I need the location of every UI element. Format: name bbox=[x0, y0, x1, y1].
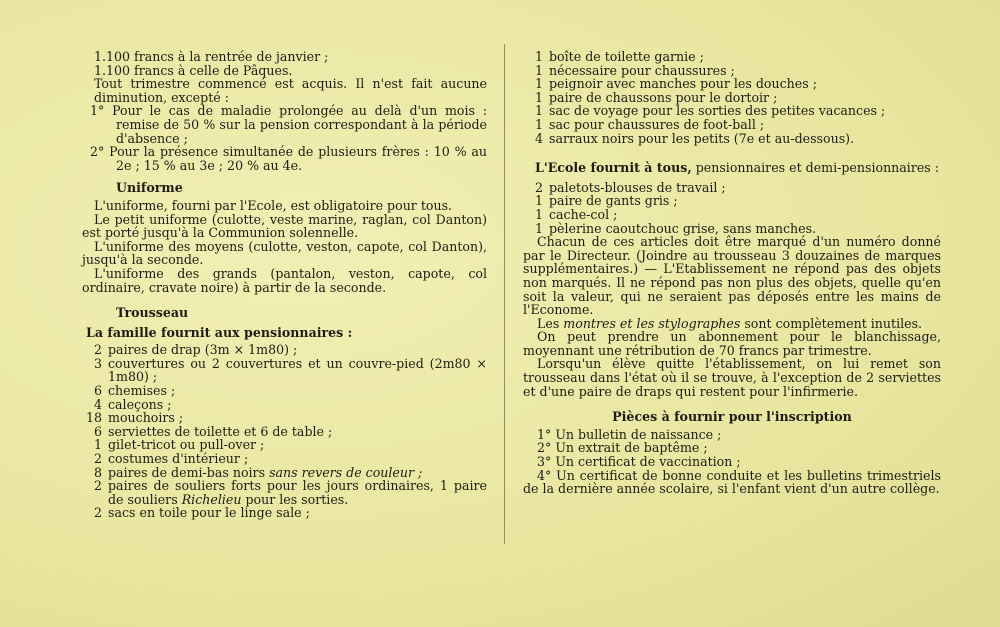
paragraph-marquage: Chacun de ces articles doit être marqué d'un numéro donné par le Directeur. (Joindre au trousseau 3 douzaines de marques supplémentaires.) — L'Etablissement ne répond pas des objets non marqués. Il ne répond pas non plus des objets, quelle qu'en soit la valeur, qui ne seraient pas déposés entre les mains de l'Econome. bbox=[523, 234, 941, 318]
list-item: 1 nécessaire pour chaussures ; bbox=[534, 62, 735, 78]
paragraph-blanchissage: On peut prendre un abonnement pour le blanchissage, moyennant une rétribution de 70 francs par trimestre. bbox=[523, 329, 941, 358]
list-item: 1 paire de chaussons pour le dortoir ; bbox=[534, 89, 778, 105]
column-divider bbox=[504, 44, 505, 544]
heading-famille: La famille fournit aux pensionnaires : bbox=[86, 324, 353, 340]
right-list bbox=[523, 50, 941, 145]
list-item: 2 paires de drap (3m × 1m80) ; bbox=[93, 342, 298, 358]
heading-trousseau: Trousseau bbox=[116, 305, 189, 321]
list-item: 1 sac de voyage pour les sorties des petites vacances ; bbox=[534, 103, 886, 119]
list-item: 1 pèlerine caoutchouc grise, sans manches. bbox=[534, 220, 817, 236]
right-column bbox=[523, 50, 941, 496]
list-item: 1 paire de gants gris ; bbox=[534, 193, 678, 209]
heading-uniforme: Uniforme bbox=[116, 180, 183, 196]
paragraph-ecole: L'Ecole fournit à tous, pensionnaires et demi-pensionnaires : bbox=[535, 160, 940, 176]
ecole-list bbox=[523, 181, 941, 235]
pieces-list bbox=[523, 428, 941, 496]
list-item: 4 caleçons ; bbox=[93, 396, 172, 412]
paragraph-uniforme-4: L'uniforme des grands (pantalon, veston, capote, col ordinaire, cravate noire) à partir de la seconde. bbox=[82, 265, 487, 295]
paragraph-montres: Les montres et les stylographes sont complètement inutiles. bbox=[537, 315, 923, 331]
list-item: 6 serviettes de toilette et 6 de table ; bbox=[93, 423, 333, 439]
list-item: 18 mouchoirs ; bbox=[85, 410, 184, 426]
pieces-item: 1° Un bulletin de naissance ; bbox=[537, 426, 722, 442]
paragraph-uniforme-3: L'uniforme des moyens (culotte, veston, capote, col Danton), jusqu'à la seconde. bbox=[82, 238, 487, 268]
left-column bbox=[82, 50, 487, 520]
paragraph-janvier: 1.100 francs à la rentrée de janvier ; bbox=[94, 49, 329, 64]
list-item: 2 paletots-blouses de travail ; bbox=[534, 179, 726, 195]
paragraph-depart: Lorsqu'un élève quitte l'établissement, on lui remet son trousseau dans l'état où il se trouve, à l'exception de 2 serviettes et d'une paire de draps qui restent pour l'infirmerie. bbox=[523, 356, 941, 399]
paragraph-trimestre: Tout trimestre commencé est acquis. Il n'est fait aucune diminution, excepté : bbox=[94, 76, 487, 105]
famille-list bbox=[82, 343, 487, 465]
list-item: 1 boîte de toilette garnie ; bbox=[534, 49, 704, 64]
list-item: 4 sarraux noirs pour les petits (7e et au-dessous). bbox=[534, 130, 855, 146]
paragraph-uniforme-1: L'uniforme, fourni par l'Ecole, est obligatoire pour tous. bbox=[94, 197, 453, 213]
pieces-item: 2° Un extrait de baptême ; bbox=[537, 440, 708, 456]
paragraph-paques: 1.100 francs à celle de Pâques. bbox=[94, 62, 293, 78]
paragraph-uniforme-2: Le petit uniforme (culotte, veste marine, raglan, col Danton) est porté jusqu'à la Communion solennelle. bbox=[82, 211, 487, 241]
list-item: 1 peignoir avec manches pour les douches ; bbox=[534, 76, 817, 92]
list-item: 2 sacs en toile pour le linge sale ; bbox=[93, 505, 310, 521]
paragraph-maladie: 1° Pour le cas de maladie prolongée au delà d'un mois : remise de 50 % sur la pension correspondant à la période d'absence ; bbox=[90, 103, 487, 146]
list-item: 1 gilet-tricot ou pull-over ; bbox=[93, 437, 265, 453]
paragraph-freres: 2° Pour la présence simultanée de plusieurs frères : 10 % au 2e ; 15 % au 3e ; 20 % au 4e. bbox=[90, 144, 487, 173]
list-item: 3 couvertures ou 2 couvertures et un couvre-pied (2m80 × 1m80) ; bbox=[93, 355, 487, 385]
list-item: 8 paires de demi-bas noirs sans revers de couleur ; bbox=[93, 464, 423, 480]
list-item: 1 cache-col ; bbox=[534, 206, 618, 222]
list-item: 6 chemises ; bbox=[93, 383, 176, 399]
list-item: 1 sac pour chaussures de foot-ball ; bbox=[534, 116, 765, 132]
list-item: 2 paires de souliers forts pour les jours ordinaires, 1 paire de souliers Richelieu pour les sorties. bbox=[93, 478, 487, 507]
heading-pieces: Pièces à fournir pour l'inscription bbox=[612, 409, 852, 425]
pieces-item: 4° Un certificat de bonne conduite et les bulletins trimestriels de la dernière année scolaire, si l'enfant vient d'un autre collège. bbox=[523, 467, 941, 497]
pieces-item: 3° Un certificat de vaccination ; bbox=[537, 454, 741, 470]
list-item: 2 costumes d'intérieur ; bbox=[93, 451, 249, 467]
